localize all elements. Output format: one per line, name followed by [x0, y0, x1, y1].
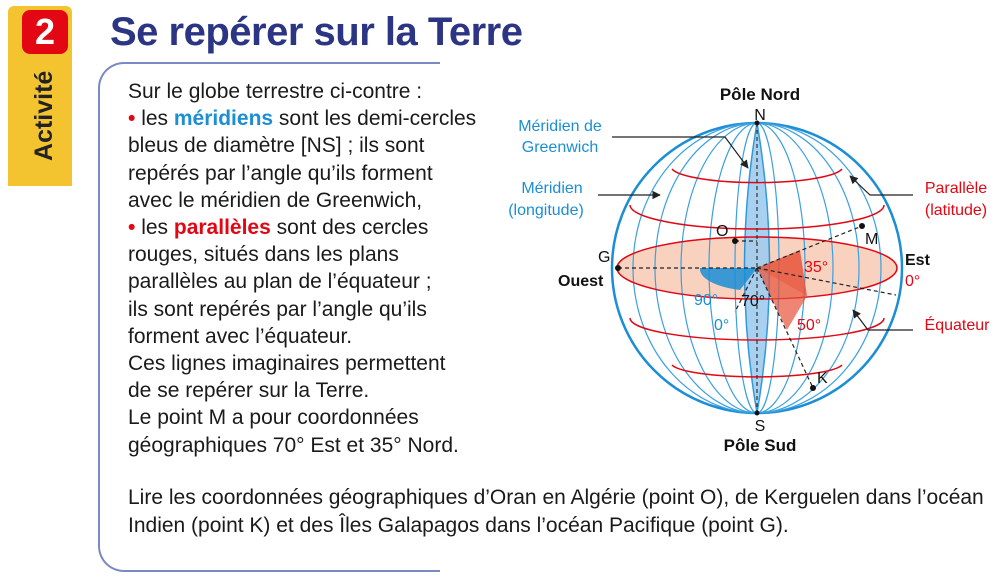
parallele-label: (latitude) [924, 202, 988, 219]
n-label: N [754, 107, 766, 124]
s-label: S [754, 418, 766, 435]
equateur-label: Équateur [924, 317, 990, 334]
activity-number-badge: 2 [22, 10, 68, 54]
pole-nord-label: Pôle Nord [719, 85, 801, 104]
keyword-paralleles: parallèles [173, 216, 271, 240]
meridien-label: Méridien [521, 180, 583, 197]
text-line: avec le méridien de Greenwich, [128, 188, 423, 212]
text-line: Le point M a pour coordonnées [128, 406, 419, 430]
bullet-icon: • [128, 216, 136, 240]
angle-70-label: 70° [741, 293, 766, 310]
meridien-label: (longitude) [508, 202, 584, 219]
angle-0-label: 0° [714, 317, 730, 334]
pole-sud-label: Pôle Sud [723, 436, 797, 455]
page-title: Se repérer sur la Terre [110, 10, 523, 54]
text-fragment: les [135, 216, 174, 240]
text-fragment: les [135, 107, 174, 131]
question-line: Lire les coordonnées géographiques d’Oran en Algérie (point O), de Kerguelen dans l’océan [128, 486, 984, 509]
o-label: O [716, 223, 729, 240]
text-line: bleus de diamètre [NS] ; ils sont [128, 134, 425, 158]
bullet-icon: • [128, 107, 136, 131]
parallele-label: Parallèle [924, 180, 988, 197]
angle-35-label: 35° [804, 259, 829, 276]
text-line: Sur le globe terrestre ci-contre : [128, 80, 423, 103]
g-label: G [598, 249, 611, 266]
est-label: Est [905, 252, 930, 269]
text-line: de se repérer sur la Terre. [128, 379, 370, 403]
text-line: ils sont repérés par l’angle qu’ils [128, 297, 427, 321]
activity-label: Activité [30, 70, 58, 161]
text-fragment: sont des cercles [270, 216, 429, 240]
question-line: Indien (point K) et des Îles Galapagos dans l’océan Pacifique (point G). [128, 514, 789, 537]
text-line: rouges, situés dans les plans [128, 243, 399, 267]
keyword-meridiens: méridiens [173, 107, 274, 131]
angle-90-label: 90° [694, 292, 719, 309]
angle-50-label: 50° [797, 317, 822, 334]
greenwich-label: Greenwich [521, 139, 599, 156]
text-line: repérés par l’angle qu’ils forment [128, 161, 433, 185]
text-line: Ces lignes imaginaires permettent [128, 352, 446, 376]
text-fragment: sont les demi-cercles [273, 107, 477, 131]
ouest-label: Ouest [558, 273, 604, 290]
m-label: M [865, 231, 879, 248]
text-line: géographiques 70° Est et 35° Nord. [128, 433, 459, 457]
text-line: forment avec l’équateur. [128, 324, 353, 348]
est-zero-label: 0° [905, 273, 921, 290]
text-line: parallèles au plan de l’équateur ; [128, 270, 432, 294]
k-label: K [817, 370, 828, 387]
greenwich-label: Méridien de [518, 118, 602, 135]
